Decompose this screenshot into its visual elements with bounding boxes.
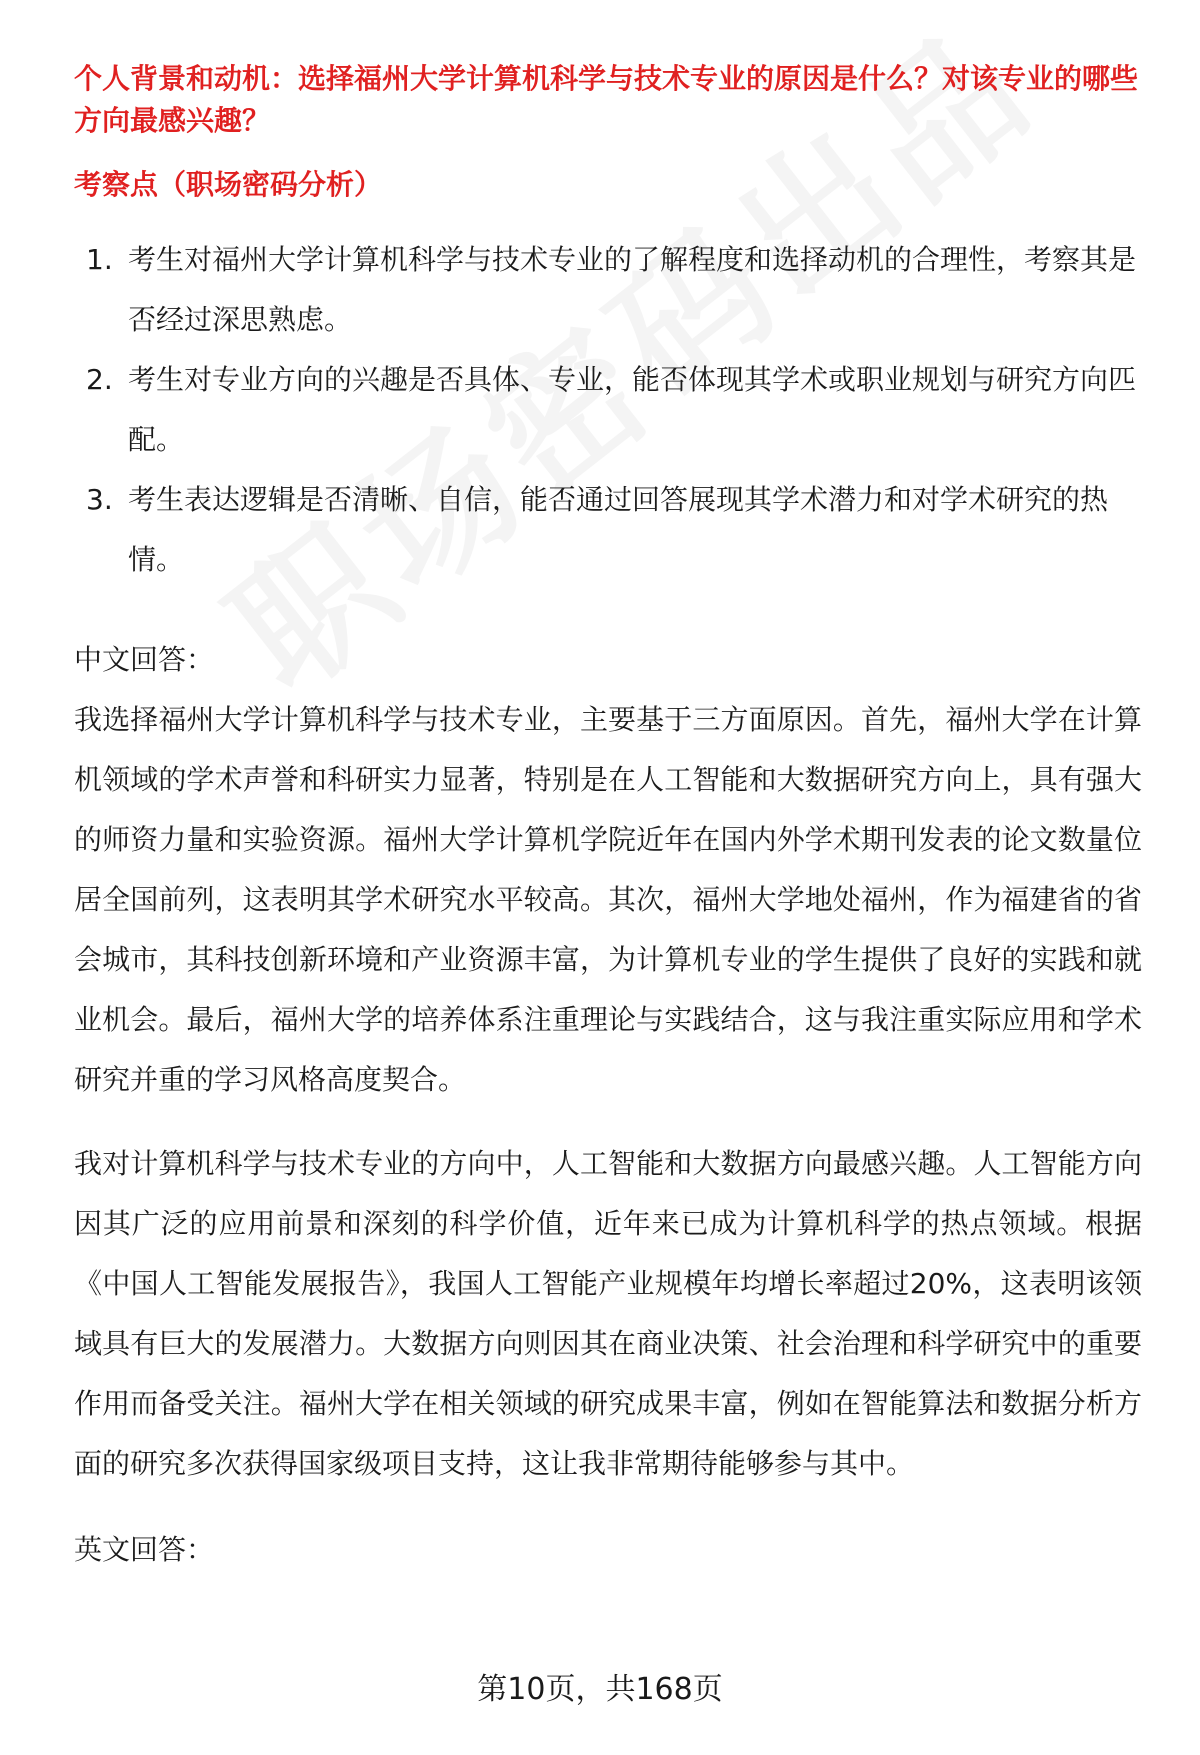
list-item — [74, 470, 1142, 590]
list-item-text: 考生对专业方向的兴趣是否具体、专业，能否体现其学术或职业规划与研究方向匹配。 — [128, 363, 1137, 456]
list-item-text: 考生对福州大学计算机科学与技术专业的了解程度和选择动机的合理性，考察其是否经过深思熟虑。 — [128, 243, 1137, 336]
list-item-text: 考生表达逻辑是否清晰、自信，能否通过回答展现其学术潜力和对学术研究的热情。 — [128, 483, 1109, 576]
list-item-number: 3. — [86, 483, 113, 516]
list-item — [74, 230, 1142, 350]
exam-points-list — [74, 230, 1142, 590]
exam-points-heading: 考察点（职场密码分析） — [74, 168, 383, 201]
document-body — [74, 58, 1142, 1580]
list-item — [74, 350, 1142, 470]
chinese-answer-paragraph: 我选择福州大学计算机科学与技术专业，主要基于三方面原因。首先，福州大学在计算机领域的学术声誉和科研实力显著，特别是在人工智能和大数据研究方向上，具有强大的师资力量和实验资源。福州大学计算机学院近年在国内外学术期刊发表的论文数量位居全国前列，这表明其学术研究水平较高。其次，福州大学地处福州，作为福建省的省会城市，其科技创新环境和产业资源丰富，为计算机专业的学生提供了良好的实践和就业机会。最后，福州大学的培养体系注重理论与实践结合，这与我注重实际应用和学术研究并重的学习风格高度契合。 — [74, 703, 1142, 1096]
question-heading: 个人背景和动机：选择福州大学计算机科学与技术专业的原因是什么？对该专业的哪些方向最感兴趣？ — [74, 62, 1139, 137]
english-answer-label: 英文回答： — [74, 1533, 215, 1566]
chinese-answer-label: 中文回答： — [74, 643, 215, 676]
list-item-number: 1. — [86, 243, 113, 276]
chinese-answer-paragraph: 我对计算机科学与技术专业的方向中，人工智能和大数据方向最感兴趣。人工智能方向因其广泛的应用前景和深刻的科学价值，近年来已成为计算机科学的热点领域。根据《中国人工智能发展报告》，我国人工智能产业规模年均增长率超过20%，这表明该领域具有巨大的发展潜力。大数据方向则因其在商业决策、社会治理和科学研究中的重要作用而备受关注。福州大学在相关领域的研究成果丰富，例如在智能算法和数据分析方面的研究多次获得国家级项目支持，这让我非常期待能够参与其中。 — [74, 1147, 1142, 1480]
list-item-number: 2. — [86, 363, 113, 396]
page-number: 第10页，共168页 — [477, 1672, 723, 1707]
